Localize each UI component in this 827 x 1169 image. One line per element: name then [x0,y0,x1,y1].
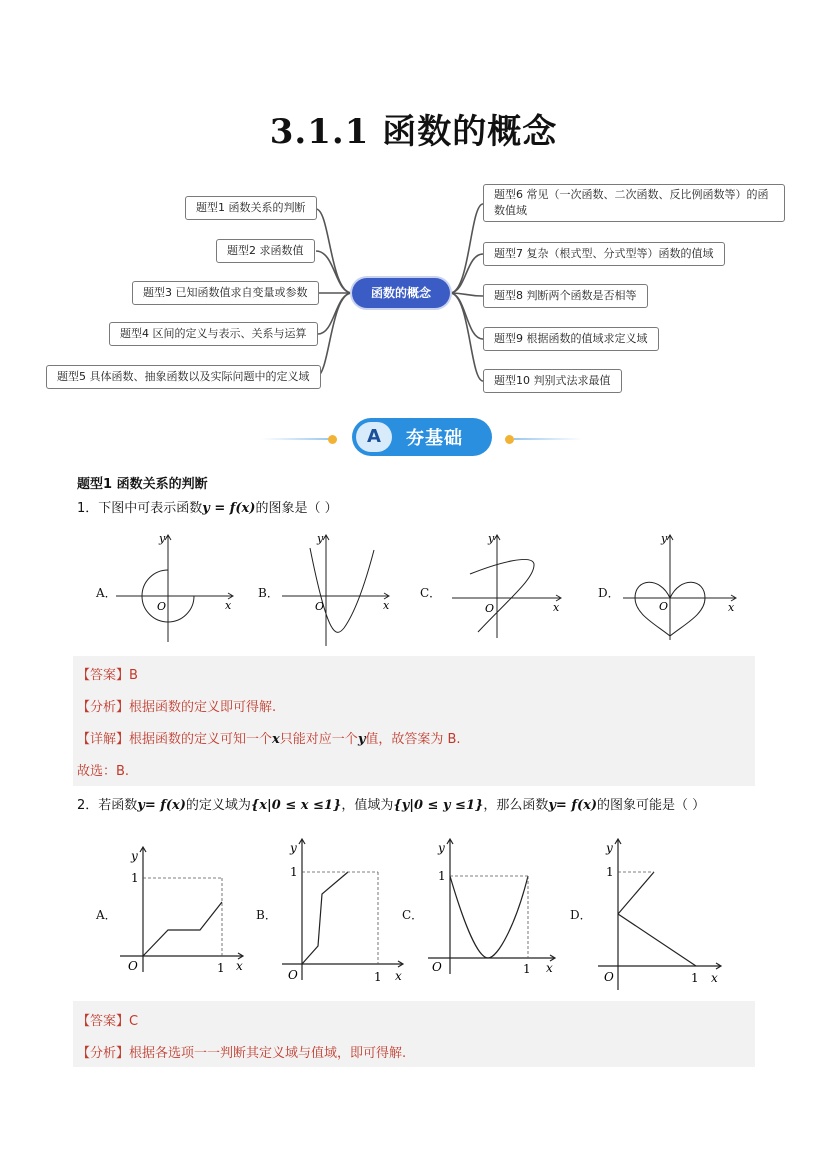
q2-c-x-one: 1 [523,962,531,976]
q2-b-y-label: y [290,841,297,855]
q2-d-origin: O [604,970,614,984]
q1-text-a: 1．下图中可表示函数 [77,501,203,516]
q2-c-x-label: x [546,961,553,975]
q1-a-x-label: x [225,599,232,612]
q2-d-y-one: 1 [606,865,614,879]
q2-b-x-one: 1 [374,970,382,984]
q2-option-c-label: C． [402,908,424,922]
a1-analysis-tag: 【分析】 [77,700,130,715]
mindmap-right-3: 题型8 判断两个函数是否相等 [483,284,648,308]
q2-text-e: 的图象可能是（ ） [597,798,706,813]
q1-b-origin: O [315,600,325,613]
a1-answer-value: B [129,668,138,683]
page-title: 3.1.1 函数的概念 [269,112,558,152]
q1-graph-b [278,528,398,648]
mindmap-left-4: 题型4 区间的定义与表示、关系与运算 [109,322,318,346]
mindmap-right-5: 题型10 判别式法求最值 [483,369,622,393]
q2-d-y-label: y [606,841,613,855]
mindmap-left-5: 题型5 具体函数、抽象函数以及实际问题中的定义域 [46,365,321,389]
q1-math: y = f(x) [202,501,256,516]
q2-b-x-label: x [395,969,402,983]
q2-option-d-label: D． [570,908,592,922]
q1-graph-a [112,528,242,648]
q1-option-a-label: A． [96,586,117,600]
q2-math-1: y= f(x) [137,798,186,813]
mindmap-left-2: 题型2 求函数值 [216,239,315,263]
q1-option-d-label: D． [598,586,620,600]
a2-answer-tag: 【答案】 [77,1014,130,1029]
q2-range: {y|0 ≤ y ≤1} [393,798,484,813]
q2-domain: {x|0 ≤ x ≤1} [250,798,342,813]
q2-d-x-one: 1 [691,971,699,985]
a1-detail-y: y [357,732,366,747]
mindmap-left-3: 题型3 已知函数值求自变量或参数 [132,281,319,305]
q1-c-y-label: y [488,532,495,545]
q2-a-y-one: 1 [131,871,139,885]
a2-analysis [77,1042,406,1061]
q2-b-y-one: 1 [290,865,298,879]
q2-option-a-label: A． [96,908,117,922]
mindmap-right-2: 题型7 复杂（根式型、分式型等）函数的值域 [483,242,725,266]
banner-line-left [262,438,330,440]
section-heading: 题型1 函数关系的判断 [77,477,208,492]
q2-text-a: 2．若函数 [77,798,138,813]
banner-dot-right [505,435,514,444]
question-1 [77,500,338,518]
q1-option-b-label: B． [258,586,279,600]
q2-a-y-label: y [131,849,138,863]
q2-a-x-label: x [236,959,243,973]
q1-d-x-label: x [728,601,735,614]
q2-c-y-one: 1 [438,869,446,883]
banner-letter: A [356,422,392,452]
q1-option-c-label: C． [420,586,442,600]
a1-detail-c: 值，故答案为 B. [365,732,461,747]
q2-d-x-label: x [711,971,718,985]
answer-box-2 [73,1001,755,1067]
banner-line-right [514,438,582,440]
a1-analysis-text: 根据函数的定义即可得解. [129,700,277,715]
q1-d-y-label: y [661,532,668,545]
answer-box-1 [73,656,755,786]
q1-c-origin: O [485,602,495,615]
a1-detail [77,728,461,747]
a1-detail-tag: 【详解】 [77,732,130,747]
a1-detail-b: 只能对应一个 [279,732,358,747]
q1-graph-c [440,528,570,648]
a2-answer-value: C [129,1014,139,1029]
q1-b-x-label: x [383,599,390,612]
a1-answer [77,664,138,683]
q2-text-b: 的定义域为 [185,798,251,813]
mindmap-right-1 [483,184,785,222]
q2-b-origin: O [288,968,298,982]
q2-option-b-label: B． [256,908,277,922]
q2-graph-d [594,834,734,994]
a1-detail-x: x [272,732,280,747]
mindmap-left-1: 题型1 函数关系的判断 [185,196,317,220]
q2-c-origin: O [432,960,442,974]
a1-analysis [77,696,276,715]
q1-a-y-label: y [159,532,166,545]
q2-c-y-label: y [438,841,445,855]
mindmap-right-1-line1: 题型6 常见（一次函数、二次函数、反比例函数等）的函 [494,188,769,201]
q2-graph-c [424,834,564,979]
a1-conclusion: 故选：B. [77,764,130,779]
q2-graph-b [278,834,408,984]
question-2 [77,797,705,815]
mindmap-right-1-line2: 数值域 [494,204,527,217]
q1-d-origin: O [659,600,669,613]
q2-a-origin: O [128,959,138,973]
q2-graph-a [118,842,248,976]
q2-text-c: ，值域为 [341,798,394,813]
a2-analysis-text: 根据各选项一一判断其定义域与值域，即可得解. [129,1046,407,1061]
q2-text-d: ，那么函数 [483,798,549,813]
q1-a-origin: O [157,600,167,613]
q1-c-x-label: x [553,601,560,614]
banner-title: 夯基础 [406,428,463,449]
q2-math-2: y= f(x) [548,798,597,813]
banner-dot-left [328,435,337,444]
mindmap-right-4: 题型9 根据函数的值域求定义域 [483,327,659,351]
a2-analysis-tag: 【分析】 [77,1046,130,1061]
q1-text-b: 的图象是（ ） [255,501,338,516]
q2-a-x-one: 1 [217,961,225,975]
section-banner [352,418,492,456]
q1-b-y-label: y [317,532,324,545]
a1-answer-tag: 【答案】 [77,668,130,683]
q1-graph-d [615,528,745,648]
a1-detail-a: 根据函数的定义可知一个 [129,732,273,747]
a2-answer [77,1010,138,1029]
mindmap-center: 函数的概念 [352,278,450,308]
